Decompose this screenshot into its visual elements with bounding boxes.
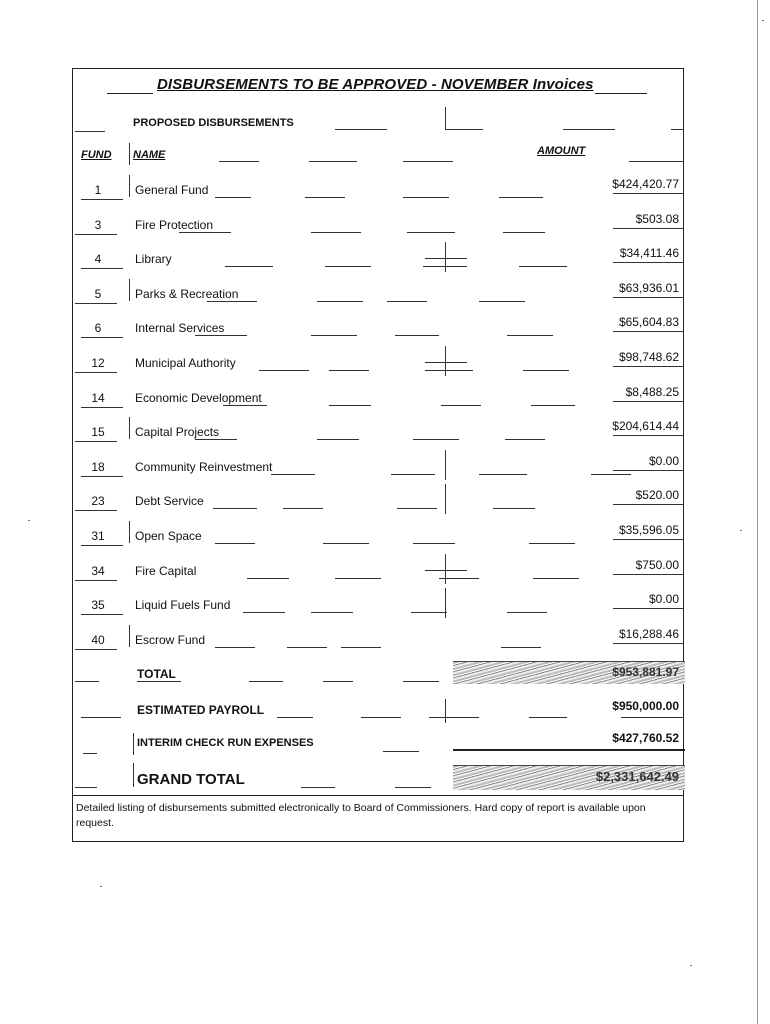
row-rule: [413, 439, 459, 440]
fund-name: Community Reinvestment: [135, 459, 273, 474]
row-rule: [479, 474, 527, 475]
fund-name: Library: [135, 252, 172, 267]
row-rule: [137, 681, 181, 682]
fund-number: 5: [94, 286, 102, 301]
row-rule: [317, 301, 363, 302]
row-rule: [429, 717, 479, 718]
row-rule: [75, 234, 117, 235]
section-label: PROPOSED DISBURSEMENTS: [133, 117, 294, 129]
row-rule: [671, 129, 683, 130]
row-rule: [271, 474, 315, 475]
row-rule: [613, 643, 683, 644]
column-header-fund: FUND: [81, 149, 112, 161]
fund-name: General Fund: [135, 183, 209, 197]
grand-total-amount: $2,331,642.49: [595, 769, 679, 784]
row-rule: [81, 476, 123, 477]
row-rule: [179, 232, 231, 233]
row-rule: [81, 407, 123, 408]
row-rule: [329, 370, 369, 371]
row-rule: [323, 543, 369, 544]
total-amount: $953,881.97: [612, 665, 679, 679]
row-rule: [493, 508, 535, 509]
row-rule: [533, 578, 579, 579]
fund-amount: $8,488.25: [625, 384, 679, 399]
title-rule: [595, 93, 647, 94]
row-rule: [407, 232, 455, 233]
table-row: [73, 558, 683, 593]
fund-amount: $503.08: [635, 211, 679, 226]
row-rule: [507, 612, 547, 613]
row-rule: [383, 751, 419, 752]
row-rule: [81, 337, 123, 338]
footer-divider: [73, 795, 683, 796]
row-rule: [613, 401, 683, 402]
row-rule: [403, 161, 453, 162]
fund-number: 15: [91, 425, 105, 440]
row-rule: [215, 197, 251, 198]
fund-name: Capital Projects: [135, 425, 220, 440]
fund-amount: $520.00: [635, 488, 679, 503]
fund-name: Economic Development: [135, 390, 262, 405]
fund-amount: $0.00: [648, 453, 679, 468]
row-tick: [129, 175, 130, 197]
page-edge-line: [757, 0, 758, 1024]
table-row: [73, 592, 683, 627]
row-rule: [529, 543, 575, 544]
interim-amount: $427,760.52: [612, 731, 679, 745]
row-rule: [83, 753, 97, 754]
row-rule: [215, 647, 255, 648]
fund-name: Parks & Recreation: [135, 286, 239, 301]
row-rule: [425, 570, 467, 571]
row-rule: [519, 266, 567, 267]
row-rule: [213, 508, 257, 509]
row-rule: [195, 335, 247, 336]
fund-amount: $204,614.44: [612, 419, 679, 434]
row-rule: [75, 131, 105, 132]
fund-amount: $0.00: [648, 592, 679, 607]
table-row: [73, 281, 683, 316]
row-rule: [445, 129, 483, 130]
row-rule: [395, 335, 439, 336]
row-rule: [613, 366, 683, 367]
row-rule: [325, 266, 371, 267]
row-rule: [613, 574, 683, 575]
scan-speck: [690, 965, 692, 966]
row-rule: [403, 197, 449, 198]
row-rule: [613, 262, 683, 263]
payroll-amount: $950,000.00: [612, 699, 679, 713]
row-rule: [249, 681, 283, 682]
fund-name: Internal Services: [135, 321, 225, 336]
table-row: [73, 454, 683, 489]
row-rule: [277, 717, 313, 718]
row-tick: [133, 733, 134, 755]
fund-name: Escrow Fund: [135, 632, 206, 647]
row-tick: [445, 554, 446, 584]
row-rule: [591, 474, 631, 475]
row-rule: [329, 405, 371, 406]
fund-amount: $750.00: [635, 557, 679, 572]
table-row: [73, 627, 683, 662]
row-rule: [613, 539, 683, 540]
row-rule: [441, 405, 481, 406]
row-rule: [247, 578, 289, 579]
row-rule: [387, 301, 427, 302]
row-tick: [129, 625, 130, 647]
fund-name: Open Space: [135, 529, 202, 543]
scan-speck: [740, 530, 742, 531]
row-rule: [613, 435, 683, 436]
fund-number: 34: [91, 563, 105, 578]
row-rule: [309, 161, 357, 162]
row-rule: [395, 787, 431, 788]
row-rule: [335, 129, 387, 130]
row-rule: [411, 612, 447, 613]
row-rule: [479, 301, 525, 302]
row-rule: [311, 612, 353, 613]
row-rule: [341, 647, 381, 648]
scan-speck: [28, 520, 30, 521]
row-rule: [613, 470, 683, 471]
fund-number: 40: [91, 632, 105, 647]
table-row: [73, 385, 683, 420]
fund-amount: $63,936.01: [618, 280, 679, 295]
row-rule: [219, 161, 259, 162]
row-tick: [445, 242, 446, 272]
table-row: [73, 212, 683, 247]
row-rule: [503, 232, 545, 233]
row-rule: [301, 787, 335, 788]
fund-number: 1: [94, 183, 102, 197]
row-rule: [613, 608, 683, 609]
row-rule: [75, 580, 117, 581]
table-row: [73, 419, 683, 454]
row-rule: [505, 439, 545, 440]
row-rule: [207, 301, 257, 302]
row-rule: [629, 161, 683, 162]
row-tick: [445, 450, 446, 480]
row-rule: [75, 787, 97, 788]
row-rule: [215, 543, 255, 544]
row-rule: [453, 749, 685, 751]
form-title: DISBURSEMENTS TO BE APPROVED - NOVEMBER Invoices: [157, 76, 594, 93]
row-rule: [425, 258, 467, 259]
table-row: [73, 246, 683, 281]
column-header-amount: AMOUNT: [537, 145, 586, 157]
row-rule: [499, 197, 543, 198]
row-rule: [425, 362, 467, 363]
fund-number: 23: [91, 494, 105, 509]
scan-speck: [762, 20, 764, 21]
total-label: TOTAL: [137, 667, 176, 681]
fund-number: 31: [91, 529, 105, 543]
row-rule: [613, 331, 683, 332]
column-header-name: NAME: [133, 149, 166, 161]
row-rule: [361, 717, 401, 718]
footer-note: Detailed listing of disbursements submitted electronically to Board of Commissioners. Hard copy of report is available upon request.: [76, 802, 646, 829]
fund-name: Fire Capital: [135, 563, 197, 578]
fund-amount: $98,748.62: [618, 350, 679, 364]
row-rule: [501, 647, 541, 648]
scan-speck: [100, 886, 102, 887]
row-rule: [287, 647, 327, 648]
fund-amount: $34,411.46: [619, 246, 679, 261]
row-rule: [75, 510, 117, 511]
grand-total-label: GRAND TOTAL: [137, 771, 245, 788]
fund-amount: $35,596.05: [618, 523, 679, 537]
row-rule: [323, 681, 353, 682]
row-tick: [445, 107, 446, 129]
disbursements-form: [72, 68, 684, 842]
fund-number: 14: [91, 390, 105, 405]
row-rule: [75, 441, 117, 442]
row-rule: [613, 297, 683, 298]
table-row: [73, 315, 683, 350]
row-rule: [531, 405, 575, 406]
row-rule: [81, 614, 123, 615]
row-rule: [317, 439, 359, 440]
row-rule: [529, 717, 567, 718]
table-row: [73, 523, 683, 558]
fund-number: 18: [91, 459, 105, 474]
fund-amount: $65,604.83: [618, 315, 679, 330]
payroll-label: ESTIMATED PAYROLL: [137, 703, 265, 717]
row-rule: [81, 545, 123, 546]
fund-amount: $16,288.46: [618, 626, 679, 641]
row-tick: [445, 699, 446, 723]
interim-label: INTERIM CHECK RUN EXPENSES: [137, 737, 314, 749]
row-rule: [523, 370, 569, 371]
row-rule: [305, 197, 345, 198]
row-rule: [613, 193, 683, 194]
fund-number: 6: [94, 321, 102, 336]
row-rule: [81, 717, 121, 718]
fund-number: 3: [94, 217, 102, 232]
row-rule: [397, 508, 437, 509]
row-rule: [613, 228, 683, 229]
row-rule: [311, 335, 357, 336]
row-tick: [129, 521, 130, 543]
row-rule: [403, 681, 439, 682]
row-tick: [445, 588, 446, 618]
row-rule: [81, 268, 123, 269]
row-tick: [445, 346, 446, 376]
row-rule: [563, 129, 615, 130]
fund-number: 12: [91, 356, 105, 370]
row-rule: [391, 474, 435, 475]
fund-number: 35: [91, 598, 105, 613]
row-rule: [413, 543, 455, 544]
row-rule: [75, 681, 99, 682]
fund-name: Fire Protection: [135, 217, 214, 232]
row-rule: [425, 370, 473, 371]
table-row: [73, 177, 683, 212]
row-rule: [225, 266, 273, 267]
row-rule: [75, 372, 117, 373]
row-tick: [129, 417, 130, 439]
row-rule: [75, 649, 117, 650]
fund-name: Municipal Authority: [135, 356, 236, 370]
row-rule: [243, 612, 285, 613]
row-tick: [445, 484, 446, 514]
fund-number: 4: [94, 252, 102, 267]
row-rule: [195, 439, 237, 440]
row-rule: [223, 405, 267, 406]
row-rule: [335, 578, 381, 579]
fund-name: Liquid Fuels Fund: [135, 598, 231, 613]
table-row: [73, 488, 683, 523]
row-tick: [133, 763, 134, 787]
row-tick: [129, 143, 130, 165]
fund-name: Debt Service: [135, 494, 204, 509]
row-tick: [129, 279, 130, 301]
title-rule: [107, 93, 153, 94]
row-rule: [613, 504, 683, 505]
row-rule: [283, 508, 323, 509]
fund-amount: $424,420.77: [612, 177, 679, 191]
row-rule: [81, 199, 123, 200]
row-rule: [311, 232, 361, 233]
row-rule: [259, 370, 309, 371]
row-rule: [621, 717, 683, 718]
row-rule: [507, 335, 553, 336]
row-rule: [75, 303, 117, 304]
table-row: [73, 350, 683, 385]
